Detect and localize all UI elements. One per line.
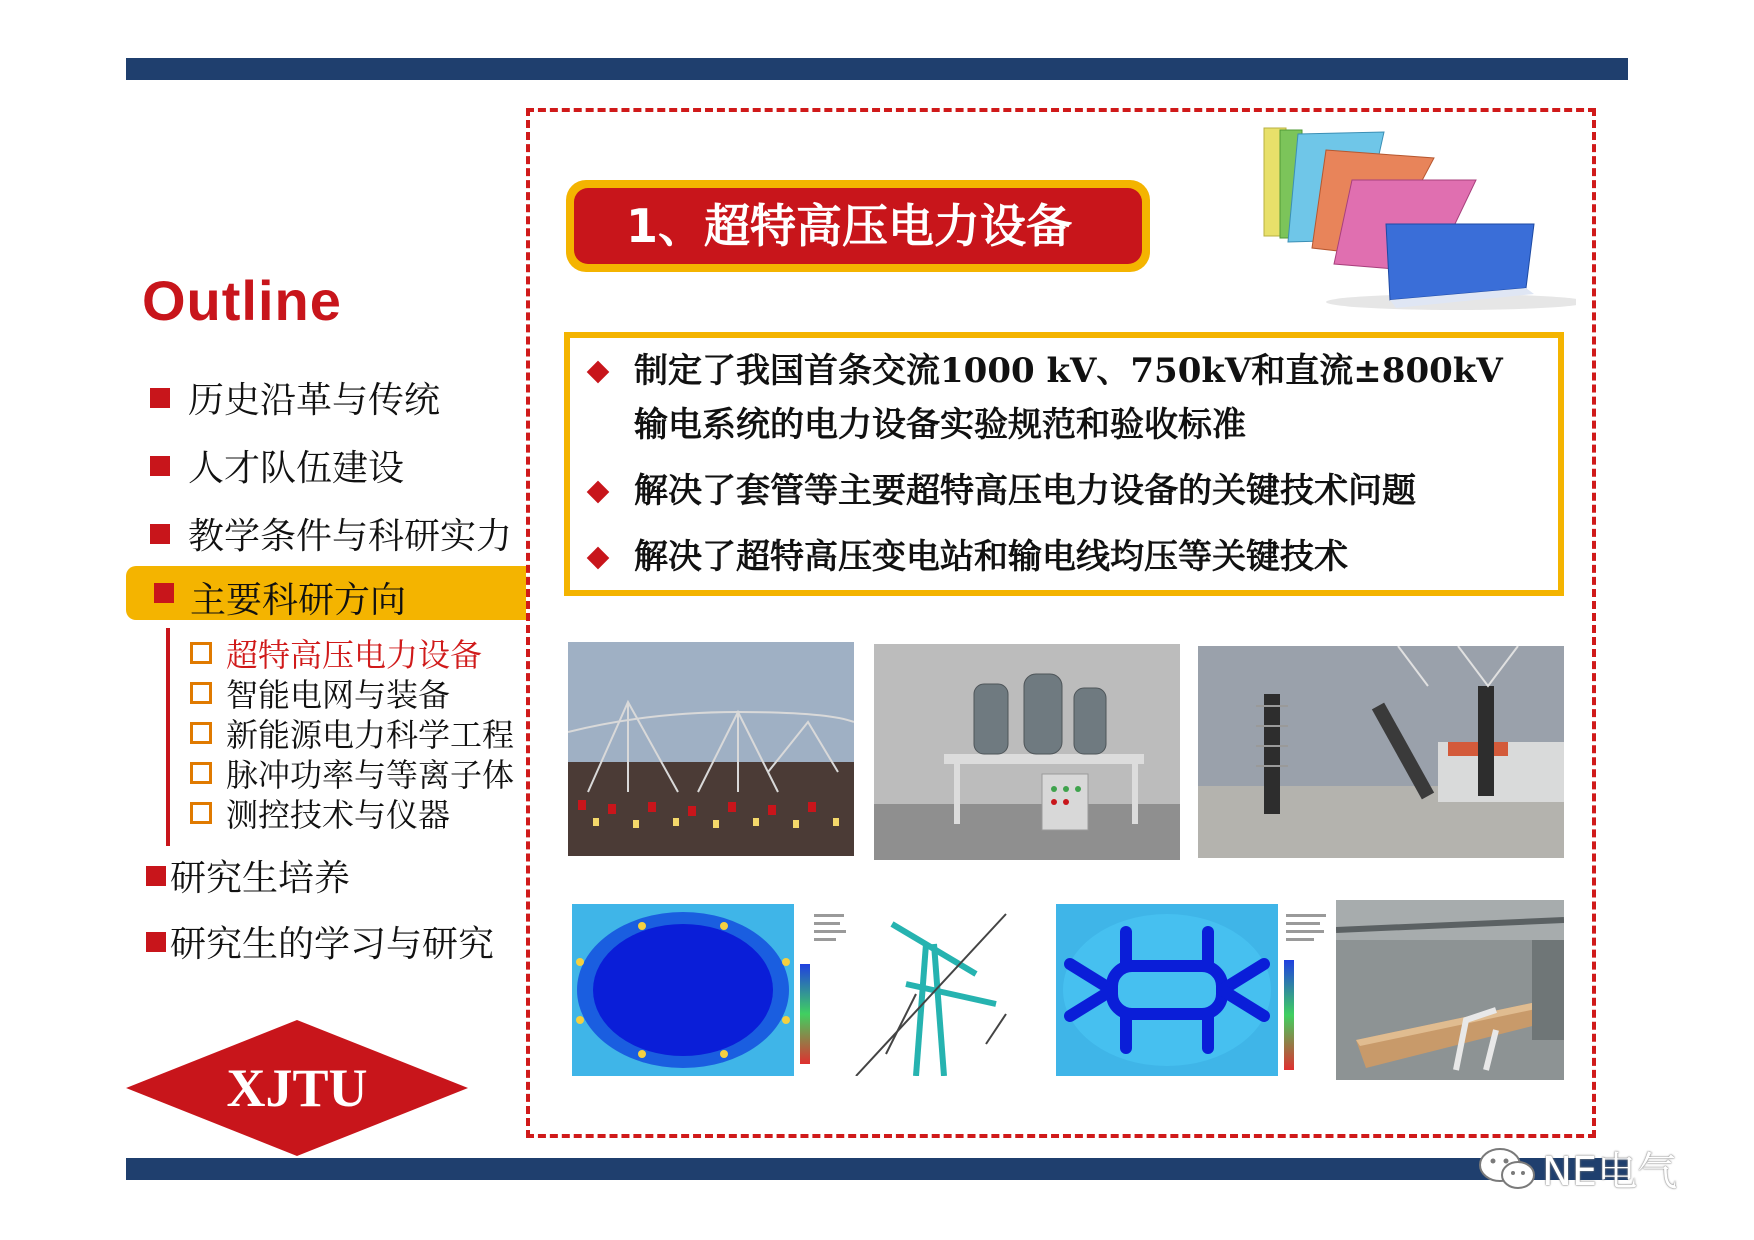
- xjtu-logo: [124, 1018, 470, 1158]
- bullet-text: 制定了我国首条交流1000 kV、750kV和直流±800kV输电系统的电力设备实验规范和验收标准: [634, 351, 1503, 445]
- watermark-text: NE电气: [1542, 1149, 1678, 1195]
- subitem-measurement[interactable]: [190, 790, 450, 836]
- top-rule: [126, 58, 1628, 80]
- outline-item-label: 教学条件与科研实力: [188, 516, 513, 557]
- outline-item-label: 研究生的学习与研究: [170, 924, 495, 965]
- outline-item-research-active[interactable]: [126, 566, 526, 620]
- subitem-label: 智能电网与装备: [226, 676, 451, 714]
- bullet-square-icon: [154, 583, 174, 603]
- checkbox-square-icon: [190, 682, 212, 704]
- logo-text: XJTU: [226, 1058, 368, 1118]
- checkbox-square-icon: [190, 762, 212, 784]
- bullet-square-icon: [146, 932, 166, 952]
- outline-item-graduate-training[interactable]: [146, 850, 350, 901]
- bullet-square-icon: [150, 388, 170, 408]
- outline-item-history[interactable]: [150, 372, 440, 423]
- outline-item-label: 主要科研方向: [190, 580, 407, 621]
- simulation-legend: [1280, 904, 1334, 1076]
- bullet-square-icon: [146, 866, 166, 886]
- outline-item-label: 研究生培养: [170, 858, 351, 899]
- bullet-item: [590, 530, 1534, 584]
- checkbox-square-icon: [190, 642, 212, 664]
- source-watermark: [1478, 1140, 1677, 1197]
- checkbox-square-icon: [190, 722, 212, 744]
- outline-item-graduate-study[interactable]: [146, 916, 494, 967]
- subitem-rule: [166, 628, 170, 846]
- subitem-label: 新能源电力科学工程: [226, 716, 515, 754]
- bullet-item: [590, 344, 1534, 452]
- bullet-square-icon: [150, 524, 170, 544]
- bushing-photo: [1198, 646, 1564, 858]
- books-icon: [1256, 124, 1576, 314]
- lab-equipment-photo: [874, 644, 1180, 860]
- bullet-square-icon: [150, 456, 170, 476]
- bullet-text: 解决了超特高压变电站和输电线均压等关键技术: [634, 537, 1348, 577]
- outline-item-teaching[interactable]: [150, 508, 512, 559]
- subitem-label: 测控技术与仪器: [226, 796, 451, 834]
- outline-title: Outline: [142, 269, 342, 332]
- bottom-rule: [126, 1158, 1628, 1180]
- outline-item-label: 人才队伍建设: [188, 448, 405, 489]
- key-points-box: [564, 332, 1564, 596]
- subitem-label: 脉冲功率与等离子体: [226, 756, 515, 794]
- checkbox-square-icon: [190, 802, 212, 824]
- bullet-text: 解决了套管等主要超特高压电力设备的关键技术问题: [634, 471, 1416, 511]
- outline-item-faculty[interactable]: [150, 440, 404, 491]
- outline-item-label: 历史沿革与传统: [188, 380, 441, 421]
- field-simulation-2: [1056, 904, 1278, 1076]
- section-title: 1、超特高压电力设备: [574, 188, 1142, 264]
- substation-photo: [568, 642, 854, 856]
- bullet-item: [590, 464, 1534, 518]
- subitem-label: 超特高压电力设备: [226, 636, 483, 674]
- wechat-icon: [1478, 1147, 1538, 1191]
- field-simulation-1: [572, 904, 794, 1076]
- section-title-banner: [566, 180, 1150, 272]
- cable-test-photo: [1336, 900, 1564, 1080]
- tower-model: [796, 904, 1046, 1076]
